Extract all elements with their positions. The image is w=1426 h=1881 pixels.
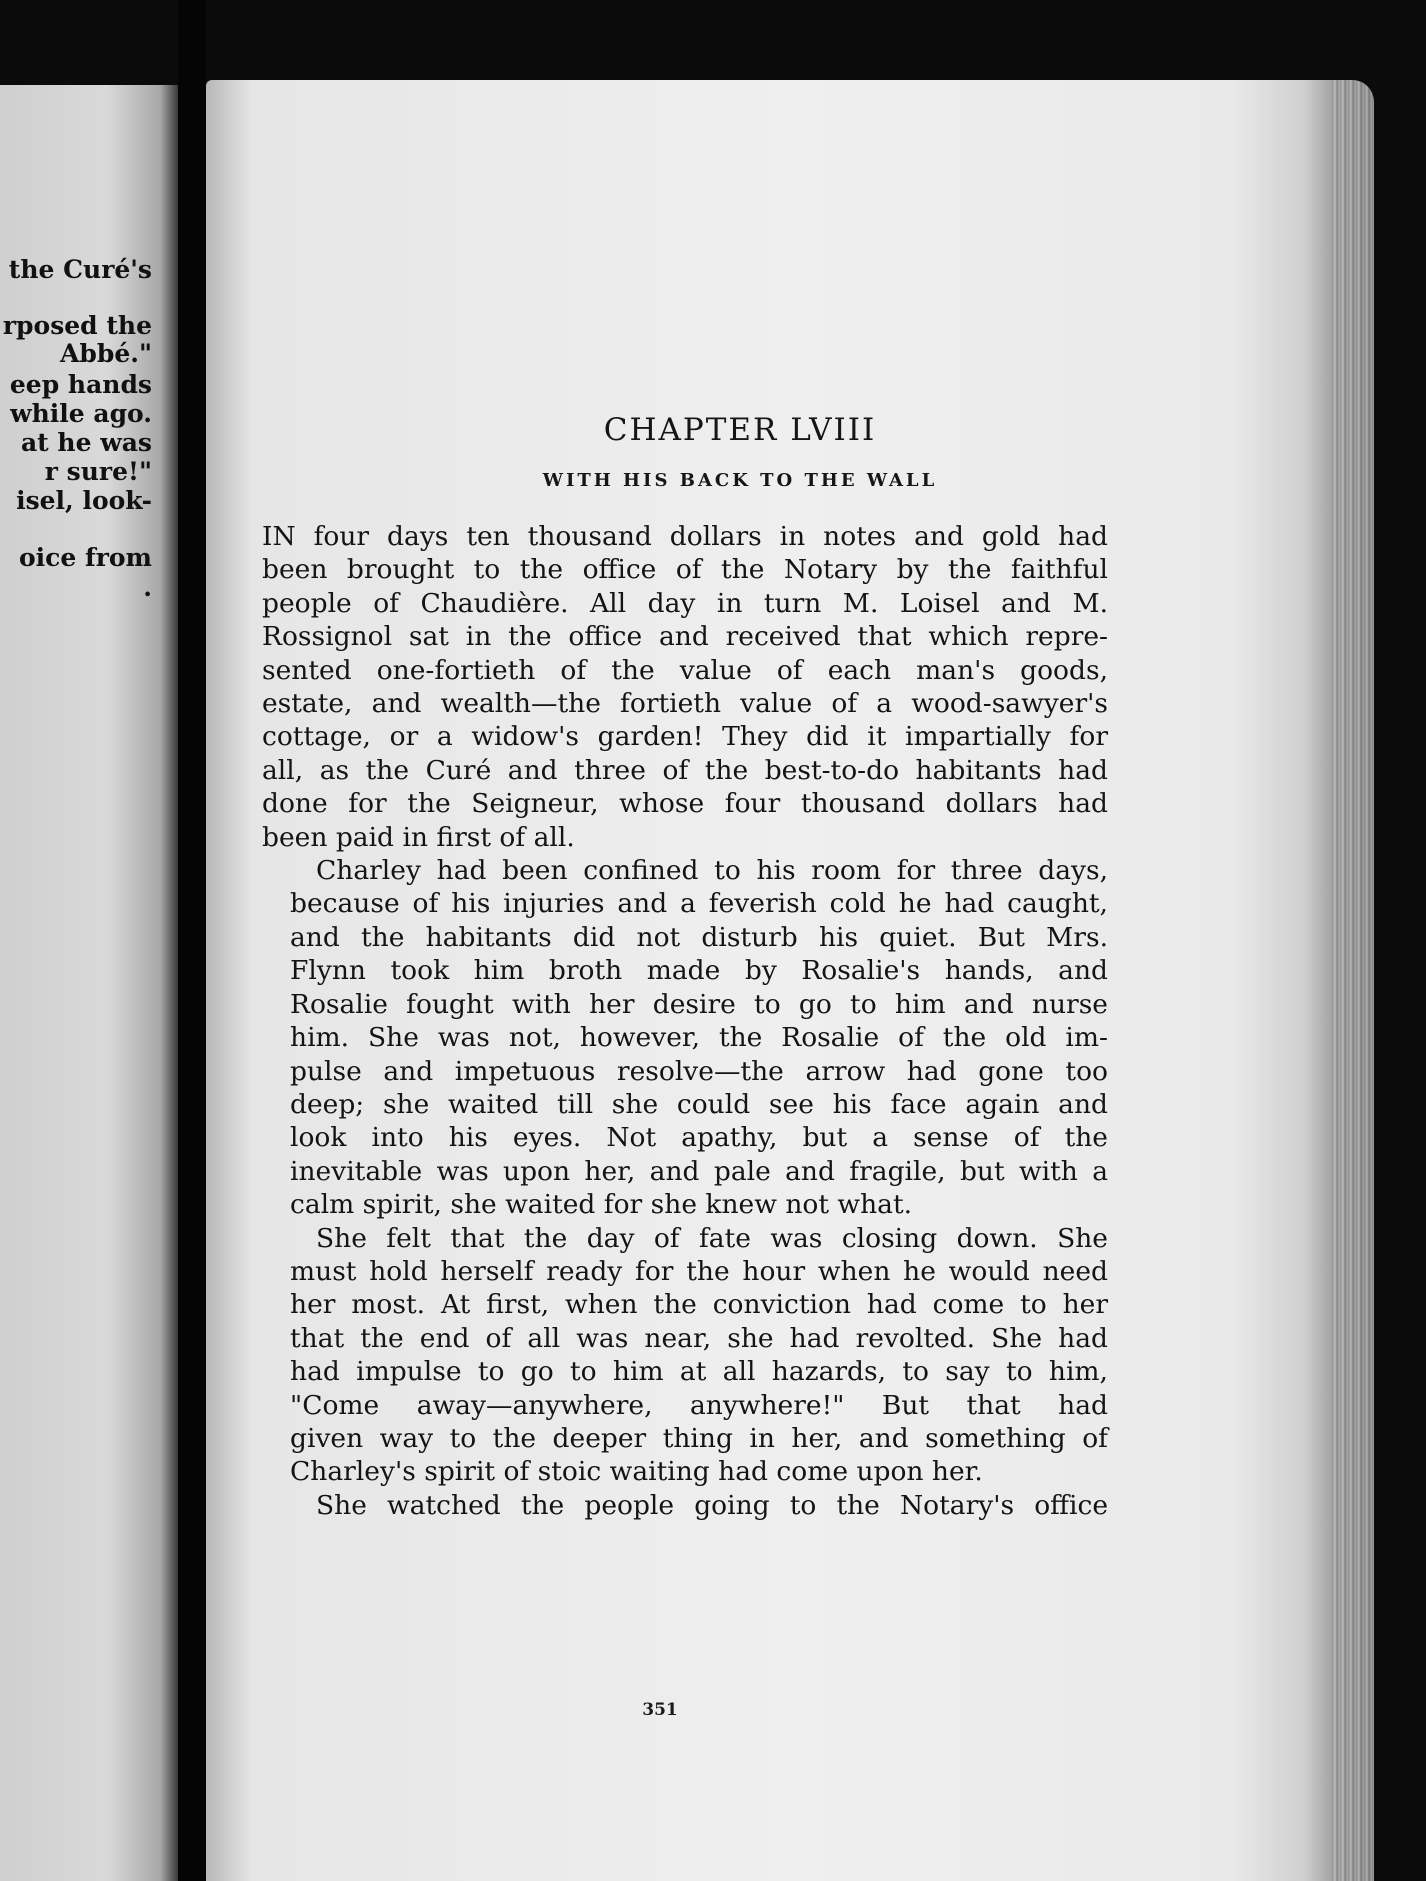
text-line: all, as the Curé and three of the best-to-do habitants had <box>262 754 1108 786</box>
text-line: had impulse to go to him at all hazards, to say to him, <box>290 1356 1108 1388</box>
text-line: Flynn took him broth made by Rosalie's hands, and <box>290 955 1108 987</box>
text-line: calm spirit, she waited for she knew not what. <box>290 1189 913 1221</box>
text-line: because of his injuries and a feverish cold he had caught, <box>290 888 1108 920</box>
left-page-line: . <box>143 573 152 602</box>
paragraph-1 <box>262 520 1108 854</box>
text-line: been paid in first of all. <box>262 821 575 853</box>
chapter-subtitle: WITH HIS BACK TO THE WALL <box>542 470 938 491</box>
text-line: inevitable was upon her, and pale and fragile, but with a <box>290 1155 1108 1187</box>
text-line: that the end of all was near, she had revolted. She had <box>290 1322 1108 1354</box>
text-line: and the habitants did not disturb his quiet. But Mrs. <box>290 921 1108 953</box>
chapter-body <box>262 520 1108 1522</box>
page-number: 351 <box>642 1700 678 1720</box>
left-page-line: oice from <box>18 543 152 572</box>
text-line: deep; she waited till she could see his face again and <box>290 1088 1108 1120</box>
text-line: must hold herself ready for the hour when he would need <box>290 1255 1108 1287</box>
chapter-title: CHAPTER LVIII <box>603 412 877 448</box>
text-line: Rosalie fought with her desire to go to him and nurse <box>290 988 1108 1020</box>
left-page-fragment <box>0 85 178 1881</box>
text-line: She felt that the day of fate was closing down. She <box>316 1222 1108 1254</box>
left-page-line: at he was <box>20 428 152 457</box>
text-line: cottage, or a widow's garden! They did it impartially for <box>262 721 1108 753</box>
left-page-line: r sure!" <box>44 457 152 486</box>
left-page-line: Abbé." <box>60 339 152 368</box>
left-page-line: eep hands <box>9 370 152 399</box>
text-line: been brought to the office of the Notary by the faithful <box>262 554 1108 586</box>
page-edge <box>1332 80 1374 1881</box>
left-page-line: isel, look- <box>16 486 152 515</box>
text-line: given way to the deeper thing in her, and something of <box>290 1422 1108 1454</box>
left-page-line: while ago. <box>10 399 152 428</box>
text-line: him. She was not, however, the Rosalie of the old im- <box>290 1022 1108 1054</box>
text-line: Charley's spirit of stoic waiting had come upon her. <box>290 1456 983 1488</box>
text-line: Charley had been confined to his room for three days, <box>316 855 1108 887</box>
text-line: Rossignol sat in the office and received that which repre- <box>262 621 1108 653</box>
text-line: estate, and wealth—the fortieth value of a wood-sawyer's <box>262 688 1108 720</box>
left-page-line: rposed the <box>2 311 152 340</box>
text-line: done for the Seigneur, whose four thousand dollars had <box>262 788 1108 820</box>
text-line: She watched the people going to the Notary's office <box>316 1489 1108 1521</box>
book-gutter <box>178 0 206 1881</box>
text-line: pulse and impetuous resolve—the arrow had gone too <box>290 1055 1108 1087</box>
left-page-line: the Curé's <box>8 255 152 284</box>
paragraph-2 <box>262 854 1108 1221</box>
text-line: "Come away—anywhere, anywhere!" But that had <box>290 1389 1108 1421</box>
paragraph-4 <box>262 1489 1108 1522</box>
text-line: people of Chaudière. All day in turn M. Loisel and M. <box>262 587 1108 619</box>
paragraph-3 <box>262 1222 1108 1489</box>
text-line: her most. At first, when the conviction had come to her <box>290 1289 1108 1321</box>
text-line: look into his eyes. Not apathy, but a sense of the <box>290 1122 1108 1154</box>
text-line: IN four days ten thousand dollars in notes and gold had <box>262 521 1108 552</box>
text-line: sented one-fortieth of the value of each man's goods, <box>262 654 1108 686</box>
